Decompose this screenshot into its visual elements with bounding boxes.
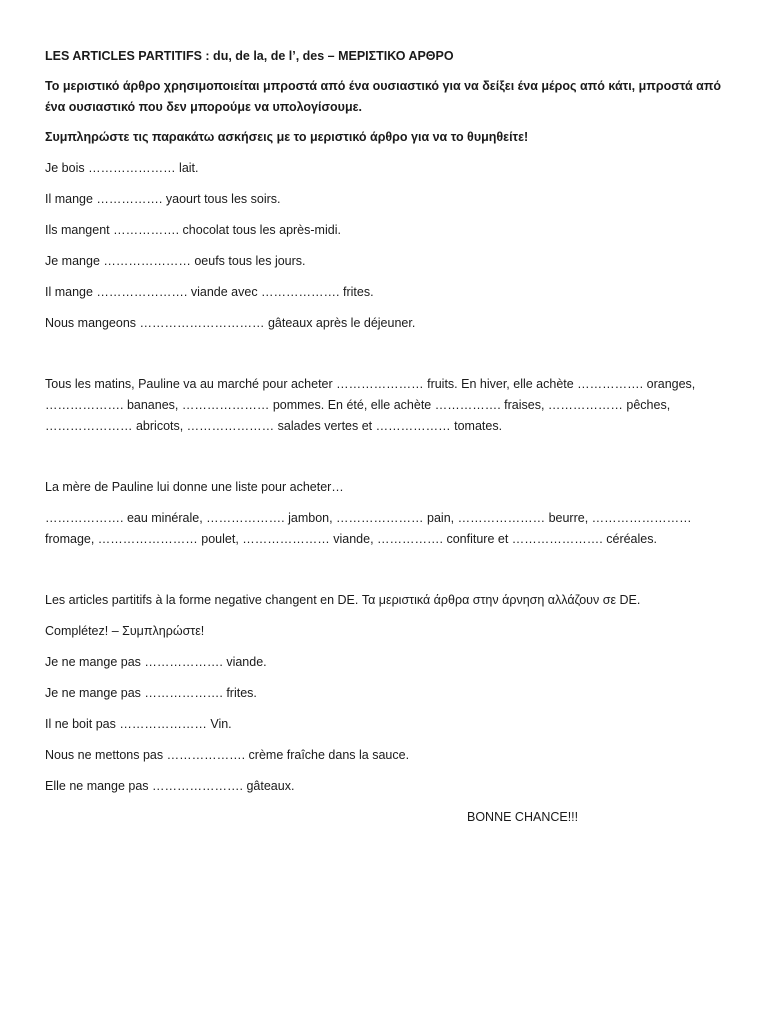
- exercise1-item-4: Je mange ………………… oeufs tous les jours.: [45, 254, 306, 268]
- exercise1-item-5: Il mange …………………. viande avec ………………. frites.: [45, 285, 374, 299]
- shopping-list-items: ………………. eau minérale, ………………. jambon, ………………… pain, ………………… beurre, …………………… fromage, …………………… poulet, ………………… viande, ……………. confiture et …………………. céréales.: [45, 511, 692, 546]
- negative-rule: [45, 590, 735, 611]
- shopping-list-intro: La mère de Pauline lui donne une liste pour acheter…: [45, 480, 344, 494]
- exercise2-item-1: Je ne mange pas ………………. viande.: [45, 655, 267, 669]
- market-paragraph: Tous les matins, Pauline va au marché pour acheter ………………… fruits. En hiver, elle achète ……………. oranges, ………………. bananes, ………………… pommes. En été, elle achète ……………. fraises, ……………… pêches, ………………… abricots, ………………… salades vertes et ……………… tomates.: [45, 377, 696, 433]
- exercise1-item-1: Je bois ………………… lait.: [45, 161, 199, 175]
- complete-label: Complétez! – Συμπληρώστε!: [45, 624, 205, 638]
- worksheet-title: LES ARTICLES PARTITIFS : du, de la, de l’, des – ΜΕΡΙΣΤΙΚΟ ΑΡΘΡΟ: [45, 49, 454, 63]
- exercise1-item-2: Il mange ……………. yaourt tous les soirs.: [45, 192, 281, 206]
- exercise2-item-4: Nous ne mettons pas ………………. crème fraîche dans la sauce.: [45, 748, 410, 762]
- intro-paragraph: Το μεριστικό άρθρο χρησιμοποιείται μπροστά από ένα ουσιαστικό για να δείξει ένα μέρος από κάτι, μπροστά από ένα ουσιαστικό που δεν μπορούμε να υπολογίσουμε.: [45, 79, 722, 114]
- closing-text: BONNE CHANCE!!!: [467, 810, 579, 824]
- negative-rule-text: Les articles partitifs à la forme negative changent en DE. Τα μεριστικά άρθρα στην άρνηση αλλάζουν σε DE.: [45, 593, 641, 607]
- exercise1-item-6: Nous mangeons ………………………… gâteaux après le déjeuner.: [45, 316, 416, 330]
- exercise2-item-2: Je ne mange pas ………………. frites.: [45, 686, 257, 700]
- exercise2-item-5: Elle ne mange pas …………………. gâteaux.: [45, 779, 295, 793]
- exercise-instruction: Συμπληρώστε τις παρακάτω ασκήσεις με το μεριστικό άρθρο για να το θυμηθείτε!: [45, 130, 529, 144]
- worksheet-page: [45, 46, 735, 828]
- exercise2-item-3: Il ne boit pas ………………… Vin.: [45, 717, 232, 731]
- exercise1-item-3: Ils mangent ……………. chocolat tous les après-midi.: [45, 223, 341, 237]
